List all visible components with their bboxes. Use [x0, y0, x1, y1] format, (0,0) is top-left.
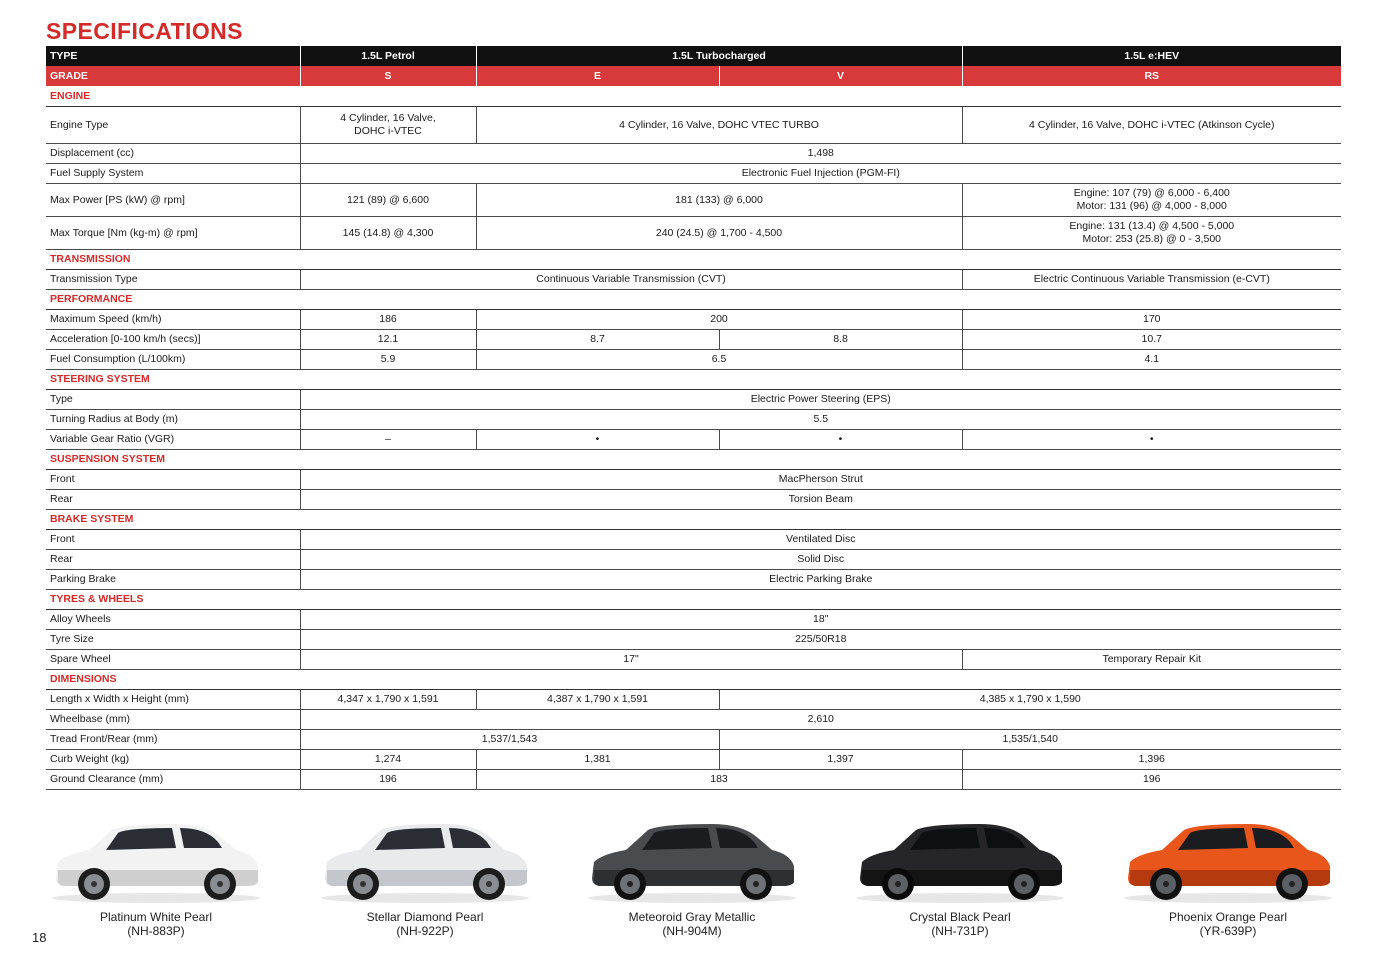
spec-value: 196 — [300, 770, 476, 790]
spec-value: 1,535/1,540 — [719, 730, 1341, 750]
spec-row — [46, 144, 1341, 164]
car-image — [850, 816, 1070, 906]
spec-value: 1,498 — [300, 144, 1341, 164]
color-name: Phoenix Orange Pearl — [1168, 910, 1288, 924]
grade-row — [46, 66, 1341, 87]
spec-row — [46, 690, 1341, 710]
color-code: (NH-731P) — [931, 924, 989, 938]
section-title: PERFORMANCE — [46, 290, 1341, 310]
section-steering — [46, 370, 1341, 390]
spec-value: 196 — [962, 770, 1341, 790]
section-engine — [46, 87, 1341, 107]
color-name: Meteoroid Gray Metallic — [628, 910, 756, 924]
grade-rs: RS — [962, 66, 1341, 87]
spec-row — [46, 470, 1341, 490]
type-label: TYPE — [46, 46, 300, 66]
spec-value: 8.8 — [719, 330, 962, 350]
spec-value: 1,381 — [476, 750, 719, 770]
spec-row — [46, 350, 1341, 370]
grade-e: E — [476, 66, 719, 87]
color-name: Crystal Black Pearl — [909, 910, 1011, 924]
section-title: BRAKE SYSTEM — [46, 510, 1341, 530]
color-options — [0, 816, 1386, 976]
spec-label: Rear — [46, 490, 300, 510]
color-name: Platinum White Pearl — [99, 910, 213, 924]
spec-row — [46, 730, 1341, 750]
spec-value: Temporary Repair Kit — [962, 650, 1341, 670]
type-row — [46, 46, 1341, 66]
value-line: Engine: 107 (79) @ 6,000 - 6,400 — [1073, 187, 1230, 199]
spec-label: Tread Front/Rear (mm) — [46, 730, 300, 750]
spec-value: 5.5 — [300, 410, 1341, 430]
value-line: Engine: 131 (13.4) @ 4,500 - 5,000 — [1069, 220, 1235, 232]
page-number: 18 — [32, 930, 47, 945]
spec-value: • — [719, 430, 962, 450]
spec-value: Electric Continuous Variable Transmission (e-CVT) — [962, 270, 1341, 290]
spec-row — [46, 490, 1341, 510]
spec-value: • — [962, 430, 1341, 450]
spec-value: 121 (89) @ 6,600 — [300, 184, 476, 217]
spec-value: Ventilated Disc — [300, 530, 1341, 550]
spec-value: 145 (14.8) @ 4,300 — [300, 217, 476, 250]
spec-row — [46, 770, 1341, 790]
spec-row — [46, 410, 1341, 430]
spec-value: • — [476, 430, 719, 450]
spec-label: Turning Radius at Body (m) — [46, 410, 300, 430]
spec-value: 4 Cylinder, 16 Valve, DOHC i-VTEC (Atkinson Cycle) — [962, 107, 1341, 144]
car-image — [582, 816, 802, 906]
spec-label: Rear — [46, 550, 300, 570]
spec-label: Ground Clearance (mm) — [46, 770, 300, 790]
spec-label: Max Power [PS (kW) @ rpm] — [46, 184, 300, 217]
page-title: SPECIFICATIONS — [46, 18, 243, 44]
spec-label: Length x Width x Height (mm) — [46, 690, 300, 710]
spec-value: 18" — [300, 610, 1341, 630]
spec-value: 181 (133) @ 6,000 — [476, 184, 962, 217]
spec-value: – — [300, 430, 476, 450]
color-option — [845, 816, 1075, 966]
spec-value: 170 — [962, 310, 1341, 330]
spec-row — [46, 750, 1341, 770]
spec-value: Solid Disc — [300, 550, 1341, 570]
spec-value: 10.7 — [962, 330, 1341, 350]
color-option — [310, 816, 540, 966]
section-suspension — [46, 450, 1341, 470]
spec-value: Electronic Fuel Injection (PGM-FI) — [300, 164, 1341, 184]
spec-label: Maximum Speed (km/h) — [46, 310, 300, 330]
spec-value: Torsion Beam — [300, 490, 1341, 510]
grade-v: V — [719, 66, 962, 87]
section-dimensions — [46, 670, 1341, 690]
spec-row — [46, 530, 1341, 550]
color-option — [1113, 816, 1343, 966]
spec-value — [962, 217, 1341, 250]
spec-label: Displacement (cc) — [46, 144, 300, 164]
spec-value — [962, 184, 1341, 217]
spec-label: Max Torque [Nm (kg-m) @ rpm] — [46, 217, 300, 250]
spec-value: 6.5 — [476, 350, 962, 370]
spec-value: 1,396 — [962, 750, 1341, 770]
spec-row — [46, 107, 1341, 144]
spec-label: Curb Weight (kg) — [46, 750, 300, 770]
spec-label: Transmission Type — [46, 270, 300, 290]
spec-row — [46, 630, 1341, 650]
spec-row — [46, 184, 1341, 217]
color-code: (NH-922P) — [396, 924, 454, 938]
spec-value: Electric Parking Brake — [300, 570, 1341, 590]
spec-row — [46, 570, 1341, 590]
color-option — [41, 816, 271, 966]
section-title: SUSPENSION SYSTEM — [46, 450, 1341, 470]
color-option — [577, 816, 807, 966]
section-title: STEERING SYSTEM — [46, 370, 1341, 390]
spec-row — [46, 164, 1341, 184]
type-ehev: 1.5L e:HEV — [962, 46, 1341, 66]
grade-s: S — [300, 66, 476, 87]
spec-row — [46, 217, 1341, 250]
section-title: ENGINE — [46, 87, 1341, 107]
section-title: TRANSMISSION — [46, 250, 1341, 270]
type-turbo: 1.5L Turbocharged — [476, 46, 962, 66]
spec-label: Fuel Supply System — [46, 164, 300, 184]
type-petrol: 1.5L Petrol — [300, 46, 476, 66]
value-line: 4 Cylinder, 16 Valve, — [340, 112, 436, 124]
spec-value: Continuous Variable Transmission (CVT) — [300, 270, 962, 290]
spec-label: Tyre Size — [46, 630, 300, 650]
color-name: Stellar Diamond Pearl — [366, 910, 484, 924]
spec-value — [300, 107, 476, 144]
section-title: DIMENSIONS — [46, 670, 1341, 690]
value-line: Motor: 131 (96) @ 4,000 - 8,000 — [1076, 200, 1227, 212]
spec-value: 8.7 — [476, 330, 719, 350]
spec-value: 2,610 — [300, 710, 1341, 730]
section-tyres — [46, 590, 1341, 610]
spec-label: Fuel Consumption (L/100km) — [46, 350, 300, 370]
spec-row — [46, 710, 1341, 730]
spec-row — [46, 270, 1341, 290]
spec-label: Type — [46, 390, 300, 410]
spec-value: 4,347 x 1,790 x 1,591 — [300, 690, 476, 710]
spec-value: 4.1 — [962, 350, 1341, 370]
section-performance — [46, 290, 1341, 310]
spec-label: Engine Type — [46, 107, 300, 144]
spec-label: Acceleration [0-100 km/h (secs)] — [46, 330, 300, 350]
color-code: (NH-904M) — [662, 924, 722, 938]
spec-value: 4 Cylinder, 16 Valve, DOHC VTEC TURBO — [476, 107, 962, 144]
spec-row — [46, 310, 1341, 330]
specifications-table — [46, 46, 1341, 790]
spec-value: 4,385 x 1,790 x 1,590 — [719, 690, 1341, 710]
spec-value: Electric Power Steering (EPS) — [300, 390, 1341, 410]
value-line: DOHC i-VTEC — [354, 125, 422, 137]
spec-value: 1,537/1,543 — [300, 730, 719, 750]
spec-label: Variable Gear Ratio (VGR) — [46, 430, 300, 450]
spec-row — [46, 610, 1341, 630]
spec-value: 4,387 x 1,790 x 1,591 — [476, 690, 719, 710]
spec-row — [46, 430, 1341, 450]
spec-value: 1,397 — [719, 750, 962, 770]
spec-label: Front — [46, 530, 300, 550]
spec-row — [46, 390, 1341, 410]
car-image — [315, 816, 535, 906]
color-code: (YR-639P) — [1199, 924, 1257, 938]
spec-value: 12.1 — [300, 330, 476, 350]
spec-row — [46, 650, 1341, 670]
spec-label: Spare Wheel — [46, 650, 300, 670]
spec-value: 225/50R18 — [300, 630, 1341, 650]
car-image — [46, 816, 266, 906]
spec-value: 200 — [476, 310, 962, 330]
section-brake — [46, 510, 1341, 530]
spec-label: Wheelbase (mm) — [46, 710, 300, 730]
color-code: (NH-883P) — [127, 924, 185, 938]
car-image — [1118, 816, 1338, 906]
spec-value: 186 — [300, 310, 476, 330]
spec-row — [46, 330, 1341, 350]
spec-value: 1,274 — [300, 750, 476, 770]
spec-label: Alloy Wheels — [46, 610, 300, 630]
spec-value: 240 (24.5) @ 1,700 - 4,500 — [476, 217, 962, 250]
spec-row — [46, 550, 1341, 570]
spec-label: Front — [46, 470, 300, 490]
spec-value: MacPherson Strut — [300, 470, 1341, 490]
section-transmission — [46, 250, 1341, 270]
value-line: Motor: 253 (25.8) @ 0 - 3,500 — [1082, 233, 1221, 245]
spec-value: 183 — [476, 770, 962, 790]
section-title: TYRES & WHEELS — [46, 590, 1341, 610]
grade-label: GRADE — [46, 66, 300, 87]
spec-label: Parking Brake — [46, 570, 300, 590]
spec-value: 17" — [300, 650, 962, 670]
spec-value: 5.9 — [300, 350, 476, 370]
